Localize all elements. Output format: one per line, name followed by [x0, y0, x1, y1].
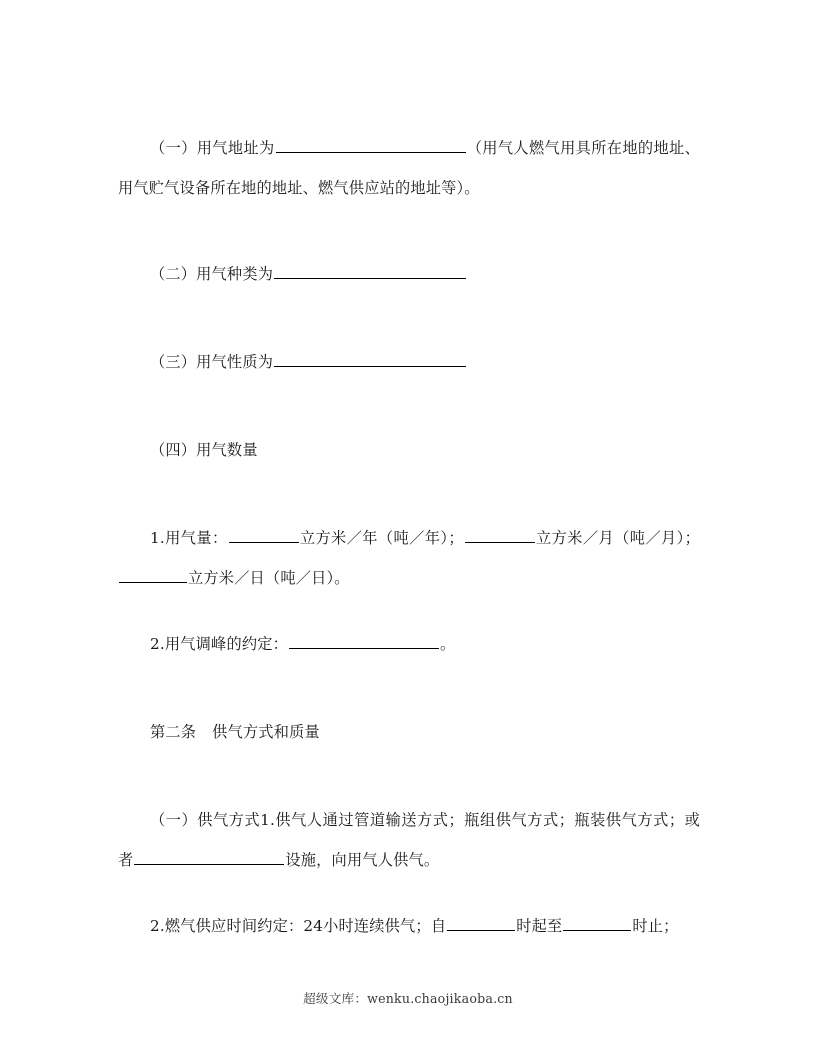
gas-type-blank[interactable]: [274, 263, 466, 279]
clause-supply-time-tail: 时止；: [632, 917, 679, 935]
document-body: [118, 128, 700, 946]
clause-item-four-label: （四）用气数量: [150, 441, 258, 459]
spacer: [118, 664, 700, 712]
supply-facility-blank[interactable]: [134, 849, 284, 865]
gas-volume-day-blank[interactable]: [119, 567, 187, 583]
article-two-number: 第二条: [150, 723, 197, 741]
gas-volume-month-unit: 立方米／月（吨／月）；: [535, 529, 700, 547]
article-two-title: 供气方式和质量: [212, 723, 320, 741]
spacer: [118, 598, 700, 624]
clause-supply-time: [118, 906, 700, 946]
clause-peak-shaving-label: 2.用气调峰的约定：: [150, 635, 288, 653]
clause-item-three: [118, 342, 700, 382]
clause-supply-method: [118, 800, 700, 880]
spacer: [118, 382, 700, 430]
gas-volume-day-unit: 立方米／日（吨／日）。: [188, 569, 350, 587]
spacer: [118, 294, 700, 342]
page-footer-watermark: [0, 988, 816, 1007]
clause-supply-time-label: 2.燃气供应时间约定：24小时连续供气；自: [150, 917, 447, 935]
clause-supply-method-tail: 设施，向用气人供气。: [285, 851, 440, 869]
gas-address-blank[interactable]: [276, 137, 466, 153]
clause-gas-volume: [118, 518, 700, 598]
spacer: [118, 208, 700, 254]
clause-supply-time-mid: 时起至: [516, 917, 563, 935]
peak-shaving-blank[interactable]: [289, 633, 439, 649]
clause-gas-volume-label: 1.用气量：: [150, 529, 228, 547]
spacer: [118, 752, 700, 800]
clause-item-one-label: （一）用气地址为: [150, 139, 275, 157]
footer-site-url: wenku.chaojikaoba.cn: [367, 991, 513, 1006]
gas-volume-year-unit: 立方米／年（吨／年）；: [299, 529, 464, 547]
supply-time-start-blank[interactable]: [447, 915, 515, 931]
clause-supply-method-label: （一）供气方式1.供气人通过管道输送方式；瓶组供气方式；瓶装供气方式；或者: [118, 811, 700, 869]
article-two-heading: [118, 712, 700, 752]
footer-brand: 超级文库：: [303, 991, 368, 1006]
gas-nature-blank[interactable]: [274, 351, 466, 367]
clause-item-two: [118, 254, 700, 294]
clause-item-one: [118, 128, 700, 208]
clause-item-four: [118, 430, 700, 470]
spacer: [118, 470, 700, 518]
clause-item-one-tail: （用气人燃气用具所在地的地址、用气贮气设备所在地的地址、燃气供应站的地址等）。: [118, 139, 701, 197]
clause-peak-shaving-period: 。: [440, 635, 456, 653]
clause-item-three-label: （三）用气性质为: [150, 353, 274, 371]
gas-volume-month-blank[interactable]: [465, 527, 535, 543]
gas-volume-year-blank[interactable]: [229, 527, 299, 543]
supply-time-end-blank[interactable]: [563, 915, 631, 931]
clause-item-two-label: （二）用气种类为: [150, 265, 274, 283]
clause-peak-shaving: [118, 624, 700, 664]
spacer: [118, 880, 700, 906]
